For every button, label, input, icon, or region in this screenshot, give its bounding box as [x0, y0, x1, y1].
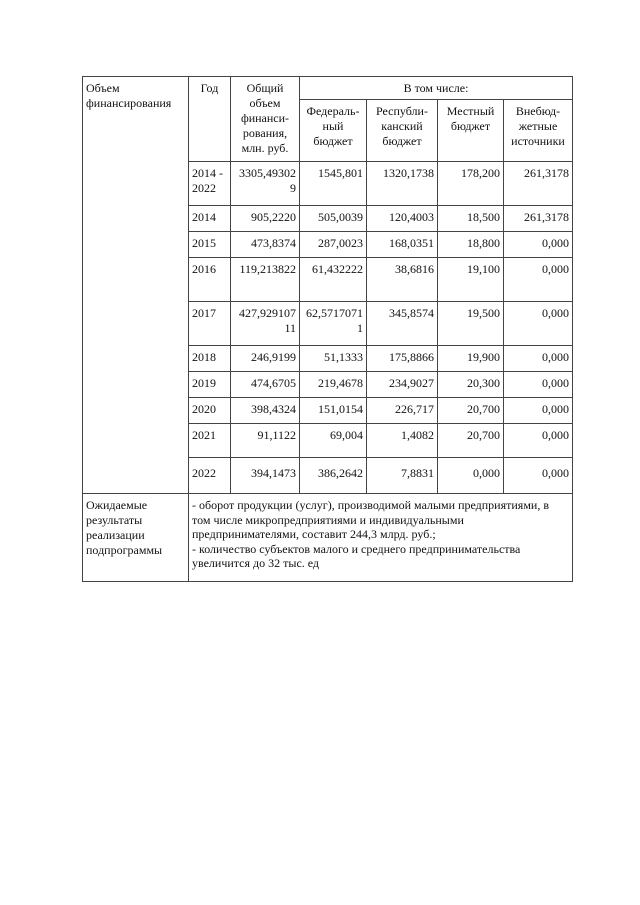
local-cell: 19,500 [438, 302, 504, 346]
republic-cell: 234,9027 [367, 372, 438, 398]
total-cell: 91,1122 [231, 424, 300, 458]
extra-cell: 0,000 [504, 458, 573, 494]
extra-cell: 0,000 [504, 258, 573, 302]
local-cell: 19,100 [438, 258, 504, 302]
year-cell: 2017 [189, 302, 231, 346]
republic-cell: 120,4003 [367, 206, 438, 232]
year-cell: 2016 [189, 258, 231, 302]
federal-budget-header: Федераль-ный бюджет [300, 100, 367, 162]
expected-result-item: - оборот продукции (услуг), производимой малыми предприятиями, в том числе микропредприятиями и индивидуальными предпринимателями, составит 244,3 млрд. руб.; [192, 498, 549, 541]
republic-budget-header: Республи-канский бюджет [367, 100, 438, 162]
year-header: Год [189, 77, 231, 162]
extra-cell: 0,000 [504, 372, 573, 398]
including-header: В том числе: [300, 77, 573, 100]
local-cell: 18,500 [438, 206, 504, 232]
federal-cell: 219,4678 [300, 372, 367, 398]
extra-cell: 0,000 [504, 424, 573, 458]
federal-cell: 505,0039 [300, 206, 367, 232]
local-cell: 20,700 [438, 398, 504, 424]
extra-cell: 0,000 [504, 398, 573, 424]
total-cell: 905,2220 [231, 206, 300, 232]
federal-cell: 1545,801 [300, 162, 367, 206]
federal-cell: 61,432222 [300, 258, 367, 302]
republic-cell: 7,8831 [367, 458, 438, 494]
total-cell: 427,92910711 [231, 302, 300, 346]
federal-cell: 51,1333 [300, 346, 367, 372]
local-cell: 20,700 [438, 424, 504, 458]
total-cell: 3305,493029 [231, 162, 300, 206]
federal-cell: 62,57170711 [300, 302, 367, 346]
local-cell: 19,900 [438, 346, 504, 372]
federal-cell: 287,0023 [300, 232, 367, 258]
total-cell: 246,9199 [231, 346, 300, 372]
republic-cell: 168,0351 [367, 232, 438, 258]
year-cell: 2022 [189, 458, 231, 494]
total-cell: 398,4324 [231, 398, 300, 424]
federal-cell: 69,004 [300, 424, 367, 458]
republic-cell: 1320,1738 [367, 162, 438, 206]
total-cell: 119,213822 [231, 258, 300, 302]
financing-table [82, 76, 573, 582]
republic-cell: 1,4082 [367, 424, 438, 458]
total-cell: 394,1473 [231, 458, 300, 494]
federal-cell: 386,2642 [300, 458, 367, 494]
year-cell: 2019 [189, 372, 231, 398]
local-budget-header: Местный бюджет [438, 100, 504, 162]
extra-cell: 0,000 [504, 232, 573, 258]
expected-results-label: Ожидаемые результаты реализации подпрограммы [83, 494, 189, 582]
extra-cell: 261,3178 [504, 162, 573, 206]
year-cell: 2014 - 2022 [189, 162, 231, 206]
year-cell: 2015 [189, 232, 231, 258]
total-cell: 473,8374 [231, 232, 300, 258]
expected-results-text [189, 494, 573, 582]
republic-cell: 226,717 [367, 398, 438, 424]
year-cell: 2014 [189, 206, 231, 232]
year-cell: 2020 [189, 398, 231, 424]
republic-cell: 175,8866 [367, 346, 438, 372]
expected-result-item: - количество субъектов малого и среднего предпринимательства увеличится до 32 тыс. ед [192, 541, 521, 570]
local-cell: 178,200 [438, 162, 504, 206]
extrabudgetary-header: Внебюд-жетные источники [504, 100, 573, 162]
financing-volume-label: Объем финансирования [83, 77, 189, 494]
extra-cell: 0,000 [504, 302, 573, 346]
republic-cell: 38,6816 [367, 258, 438, 302]
total-cell: 474,6705 [231, 372, 300, 398]
total-header: Общий объем финанси-рования, млн. руб. [231, 77, 300, 162]
year-cell: 2018 [189, 346, 231, 372]
federal-cell: 151,0154 [300, 398, 367, 424]
extra-cell: 261,3178 [504, 206, 573, 232]
local-cell: 18,800 [438, 232, 504, 258]
year-cell: 2021 [189, 424, 231, 458]
republic-cell: 345,8574 [367, 302, 438, 346]
local-cell: 20,300 [438, 372, 504, 398]
extra-cell: 0,000 [504, 346, 573, 372]
local-cell: 0,000 [438, 458, 504, 494]
